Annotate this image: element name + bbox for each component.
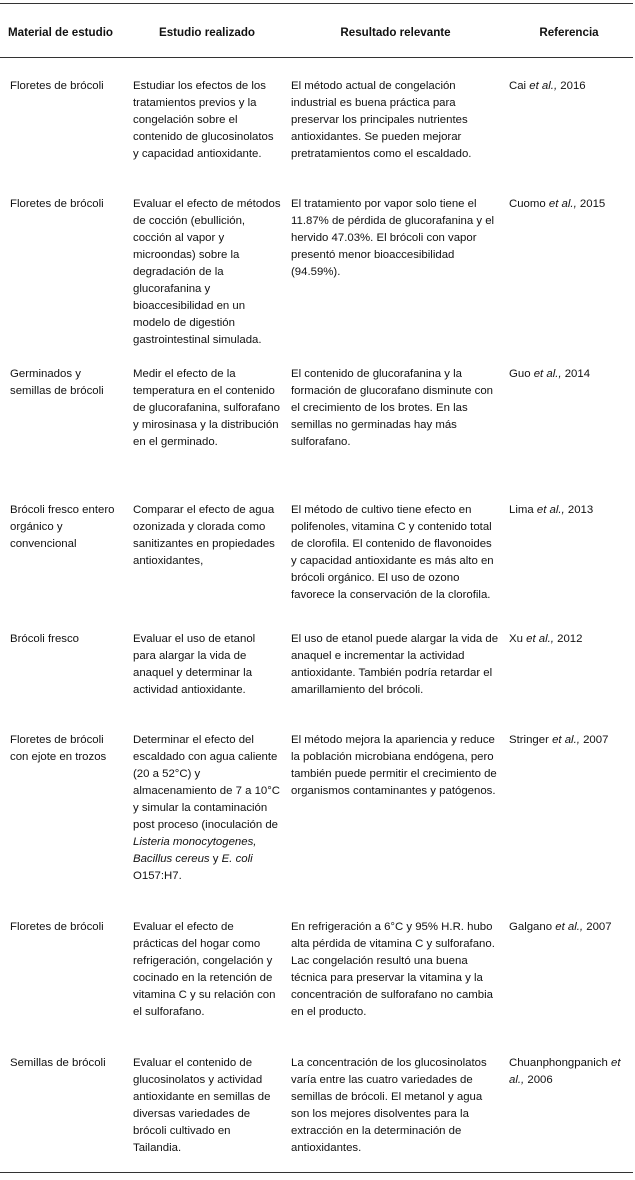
cell-resultado: El uso de etanol puede alargar la vida de anaquel e incrementar la actividad antioxidante. También podría retardar el amarillamiento del brócoli. — [291, 633, 499, 696]
cell-referencia — [509, 196, 635, 213]
ref-etal: et al., — [552, 734, 580, 746]
cell-resultado: La concentración de los glucosinolatos varía entre las cuatro variedades de semillas de brócoli. El metanol y agua son los mejores disolventes para la extracción en la determinación de antioxidantes. — [291, 1057, 487, 1154]
cell-resultado: El método mejora la apariencia y reduce la población microbiana endógena, pero también puede permitir el crecimiento de organismos contaminantes y patógenos. — [291, 734, 497, 797]
header-rule — [0, 57, 633, 58]
ref-etal: et al., — [529, 80, 558, 92]
ref-etal: et al., — [536, 504, 565, 516]
ref-year: 2007 — [579, 734, 609, 746]
estudio-strain: O157:H7. — [133, 870, 182, 882]
cell-estudio: Evaluar el efecto de prácticas del hogar como refrigeración, congelación y cocinado en la retención de vitamina C y su relación con el sulforafano. — [133, 921, 276, 1018]
cell-estudio: Medir el efecto de la temperatura en el contenido de glucorafanina, sulforafano y mirosinasa y la distribución en el germinado. — [133, 368, 280, 448]
cell-resultado: En refrigeración a 6°C y 95% H.R. hubo alta pérdida de vitamina C y sulforafano. Lac congelación resultó una buena técnica para preservar la vitamina y la concentración de sulforafano no cambia en el producto. — [291, 921, 495, 1018]
cell-material: Floretes de brócoli — [10, 921, 104, 933]
header-estudio: Estudio realizado — [159, 26, 255, 39]
cell-material: Germinados y semillas de brócoli — [10, 368, 104, 397]
ref-etal: et al., — [526, 633, 554, 645]
ref-etal: et al., — [555, 921, 584, 933]
cell-referencia — [509, 502, 635, 519]
ref-year: 2013 — [564, 504, 594, 516]
top-rule — [0, 3, 633, 4]
cell-referencia — [509, 1055, 635, 1089]
ref-year: 2015 — [576, 198, 606, 210]
cell-referencia — [509, 366, 635, 383]
estudio-ecoli: E. coli — [221, 853, 253, 865]
ref-year: 2014 — [561, 368, 591, 380]
cell-material: Floretes de brócoli con ejote en trozos — [10, 734, 107, 763]
ref-author: Guo — [509, 368, 534, 380]
ref-author: Cuomo — [509, 198, 549, 210]
cell-resultado: El tratamiento por vapor solo tiene el 11.87% de pérdida de glucorafanina y el hervido 47.03%. El brócoli con vapor presentó menor bioaccesibilidad (94.59%). — [291, 198, 495, 278]
cell-estudio — [133, 732, 281, 885]
cell-resultado: El método actual de congelación industrial es buena práctica para preservar los principales nutrientes antioxidantes. Se pueden mejorar pretratamientos como el escaldado. — [291, 80, 472, 160]
cell-referencia — [509, 78, 635, 95]
ref-author: Xu — [509, 633, 527, 645]
bottom-rule — [0, 1172, 633, 1173]
cell-estudio: Estudiar los efectos de los tratamientos previos y la congelación sobre el contenido de glucosinolatos y capacidad antioxidante. — [133, 80, 274, 160]
ref-year: 2006 — [524, 1074, 553, 1086]
cell-estudio: Evaluar el uso de etanol para alargar la vida de anaquel y determinar la actividad antioxidante. — [133, 633, 256, 696]
header-material: Material de estudio — [8, 26, 114, 39]
estudio-conj: y — [209, 853, 222, 865]
cell-estudio: Evaluar el contenido de glucosinolatos y actividad antioxidante en semillas de diversas variedades de brócoli cultivado en Tailandia. — [133, 1057, 271, 1154]
cell-material: Floretes de brócoli — [10, 198, 104, 210]
ref-etal: et al., — [533, 368, 562, 380]
cell-referencia — [509, 631, 635, 648]
estudio-organisms: Listeria monocytogenes, Bacillus cereus — [133, 836, 257, 865]
cell-material: Brócoli fresco — [10, 633, 80, 645]
ref-author: Lima — [509, 504, 537, 516]
ref-etal: et al., — [509, 1057, 621, 1086]
ref-year: 2007 — [583, 921, 612, 933]
cell-referencia — [509, 732, 635, 749]
cell-resultado: El contenido de glucorafanina y la formación de glucorafano disminute con el crecimiento de los brotes. En las semillas no germinadas hay más sulforafano. — [291, 368, 493, 448]
header-referencia: Referencia — [539, 26, 599, 39]
ref-year: 2012 — [553, 633, 583, 645]
cell-estudio: Evaluar el efecto de métodos de cocción (ebullición, cocción al vapor y microondas) sobre la degradación de la glucorafanina y bioaccesibilidad en un modelo de digestión gastrointestinal simulada. — [133, 198, 281, 346]
cell-resultado: El método de cultivo tiene efecto en polifenoles, vitamina C y contenido total de clorofila. El contenido de flavonoides y capacidad antioxidante es más alto en brócoli orgánico. El uso de ozono favorece la conservación de la clorofila. — [291, 504, 494, 601]
cell-referencia — [509, 919, 635, 936]
ref-etal: et al., — [548, 198, 577, 210]
ref-author: Stringer — [509, 734, 553, 746]
header-resultado: Resultado relevante — [340, 26, 451, 39]
cell-material: Semillas de brócoli — [10, 1057, 106, 1069]
cell-material: Brócoli fresco entero orgánico y convencional — [10, 504, 115, 550]
ref-year: 2016 — [557, 80, 586, 92]
ref-author: Cai — [509, 80, 530, 92]
estudio-text: Determinar el efecto del escaldado con agua caliente (20 a 52°C) y almacenamiento de 7 a 10°C y simular la contaminación post proceso (inoculación de — [133, 734, 281, 831]
cell-estudio: Comparar el efecto de agua ozonizada y clorada como sanitizantes en propiedades antioxidantes, — [133, 504, 275, 567]
cell-material: Floretes de brócoli — [10, 80, 104, 92]
ref-author: Chuanphongpanich — [509, 1057, 611, 1069]
ref-author: Galgano — [509, 921, 556, 933]
